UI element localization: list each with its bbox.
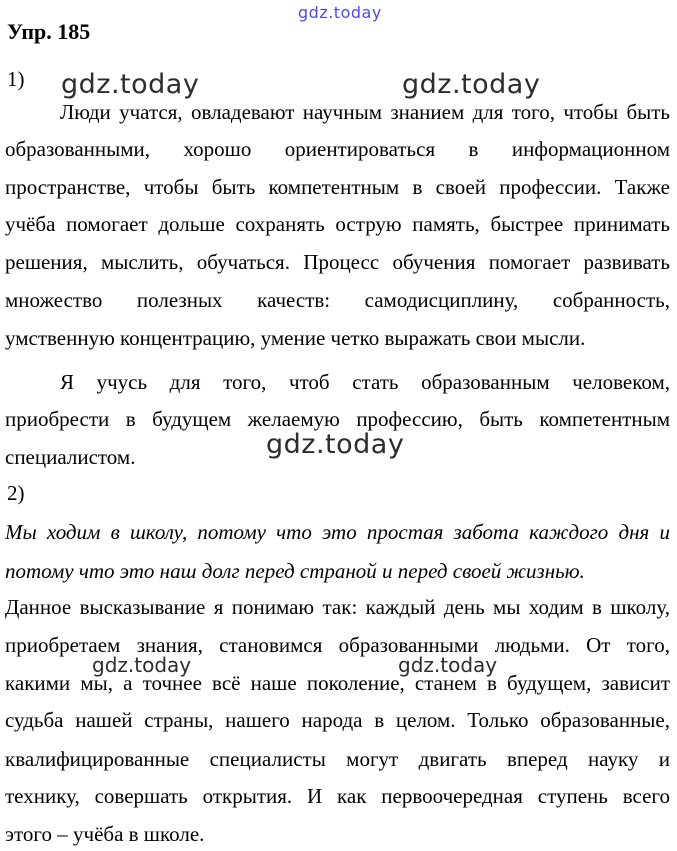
text-line: Я учусь для того, чтоб стать образованным человеком,	[60, 370, 670, 394]
text-line: Люди учатся, овладевают научным знанием для того, чтобы быть	[60, 100, 670, 124]
text-line: приобрести в будущем желаемую профессию, быть компетентным	[5, 407, 670, 431]
part-2-number: 2)	[7, 481, 25, 505]
text-line: решения, мыслить, обучаться. Процесс обучения помогает развивать	[5, 250, 670, 274]
text-line: этого – учёба в школе.	[5, 822, 205, 846]
text-line: технику, совершать открытия. И как первоочередная ступень всего	[5, 784, 670, 808]
exercise-title: Упр. 185	[7, 19, 91, 44]
text-line: образованными, хорошо ориентироваться в информационном	[5, 137, 670, 161]
text-line: множество полезных качеств: самодисциплину, собранность,	[5, 288, 670, 312]
text-line: квалифицированные специалисты могут двигать вперед науку и	[5, 747, 670, 771]
text-line: Данное высказывание я понимаю так: каждый день мы ходим в школу,	[5, 595, 670, 619]
watermark: gdz.today	[266, 429, 405, 460]
watermark: gdz.today	[402, 69, 541, 100]
text-line: какими мы, а точнее всё наше поколение, станем в будущем, зависит	[5, 671, 670, 695]
quote-line: потому что это наш долг перед страной и перед своей жизнью.	[5, 559, 585, 583]
text-line: учёба помогает дольше сохранять острую память, быстрее принимать	[5, 212, 670, 236]
part-1-number: 1)	[7, 67, 25, 91]
text-line: пространстве, чтобы быть компетентным в своей профессии. Также	[5, 175, 670, 199]
watermark: gdz.today	[92, 653, 192, 677]
watermark: gdz.today	[398, 653, 498, 677]
text-line: судьба нашей страны, нашего народа в целом. Только образованные,	[5, 708, 670, 732]
quote-line: Мы ходим в школу, потому что это простая забота каждого дня и	[5, 520, 670, 544]
text-line: специалистом.	[5, 445, 136, 469]
text-line: приобретаем знания, становимся образованными людьми. От того,	[5, 633, 670, 657]
text-line: умственную концентрацию, умение четко выражать свои мысли.	[5, 326, 586, 350]
header-watermark: gdz.today	[298, 3, 382, 22]
watermark: gdz.today	[61, 69, 200, 100]
